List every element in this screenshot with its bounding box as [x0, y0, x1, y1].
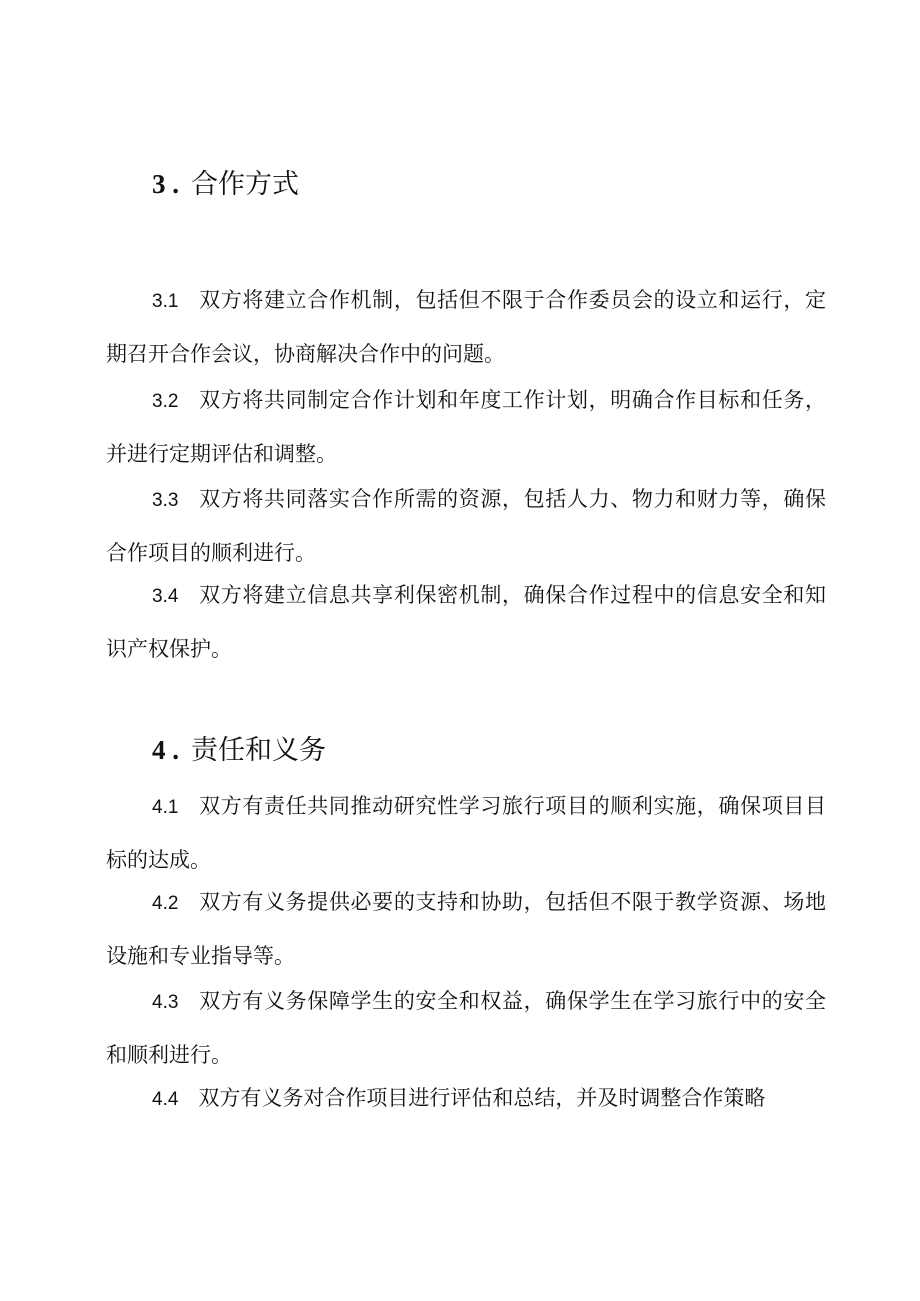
clause-number: 3.2: [152, 391, 179, 412]
clause-4-1: [106, 780, 826, 886]
clause-4-3: [106, 975, 826, 1081]
clause-number: 3.1: [152, 291, 179, 312]
clause-number: 3.4: [152, 586, 179, 607]
clause-3-1: [106, 274, 826, 380]
section-number: 4 .: [152, 735, 179, 765]
section-title: 责任和义务: [191, 735, 326, 766]
section-number: 3 .: [152, 169, 179, 199]
clause-number: 4.3: [152, 992, 179, 1013]
clause-number: 4.4: [152, 1089, 179, 1110]
clause-text: 双方将建立信息共享利保密机制，确保合作过程中的信息安全和知识产权保护。: [106, 583, 826, 661]
clause-3-2: [106, 374, 826, 480]
section-heading-3: [152, 164, 299, 205]
clause-text: 双方有义务提供必要的支持和协助，包括但不限于教学资源、场地设施和专业指导等。: [106, 890, 826, 968]
clause-text: 双方有义务对合作项目进行评估和总结，并及时调整合作策略: [198, 1086, 766, 1110]
clause-number: 4.2: [152, 893, 179, 914]
section-title: 合作方式: [191, 169, 299, 200]
clause-text: 双方将共同落实合作所需的资源，包括人力、物力和财力等，确保合作项目的顺利进行。: [106, 487, 826, 565]
clause-number: 4.1: [152, 797, 179, 818]
clause-text: 双方将共同制定合作计划和年度工作计划，明确合作目标和任务，并进行定期评估和调整。: [106, 388, 826, 466]
clause-3-4: [106, 569, 826, 675]
clause-4-2: [106, 876, 826, 982]
clause-text: 双方有义务保障学生的安全和权益，确保学生在学习旅行中的安全和顺利进行。: [106, 989, 826, 1067]
clause-number: 3.3: [152, 490, 179, 511]
clause-text: 双方将建立合作机制，包括但不限于合作委员会的设立和运行，定期召开合作会议，协商解决合作中的问题。: [106, 288, 826, 366]
clause-4-4: [106, 1072, 826, 1126]
section-heading-4: [152, 730, 326, 771]
clause-3-3: [106, 473, 826, 579]
clause-text: 双方有责任共同推动研究性学习旅行项目的顺利实施，确保项目目标的达成。: [106, 794, 826, 872]
